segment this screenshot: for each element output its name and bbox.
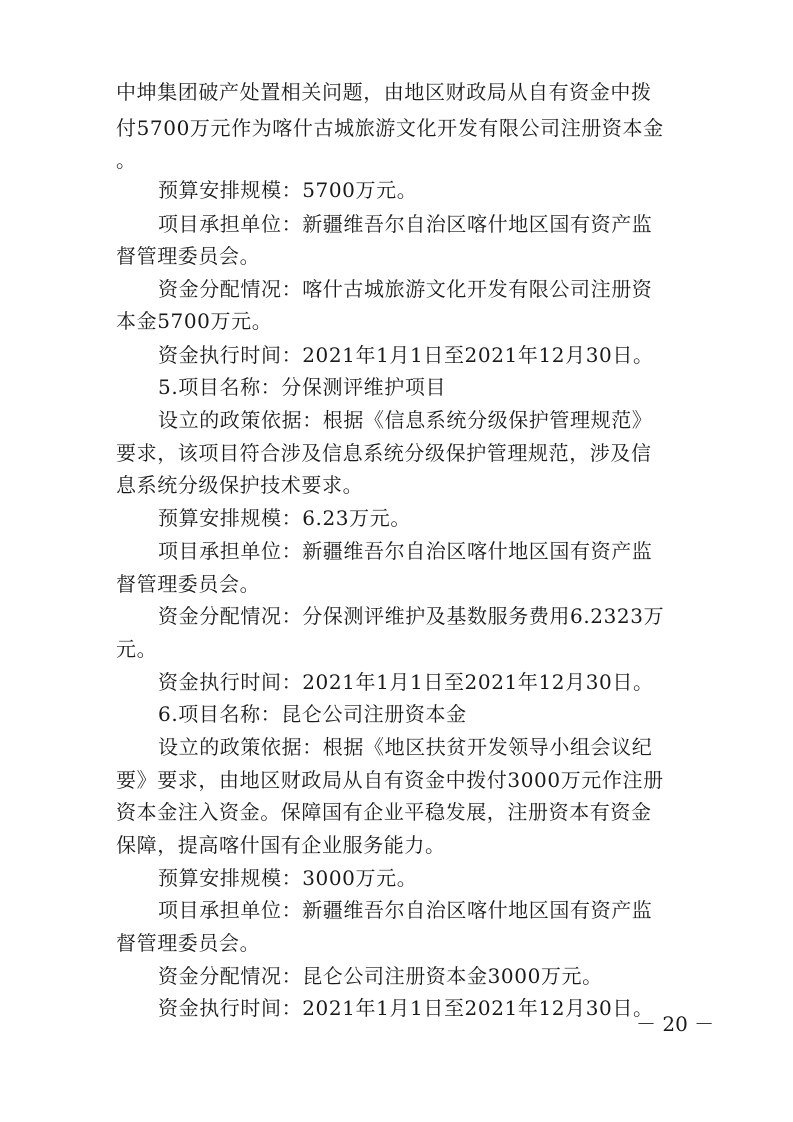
text-line-17: 资金分配情况：分保测评维护及基数服务费用6.2323万	[158, 604, 665, 628]
text-line-1: 中坤集团破产处置相关问题，由地区财政局从自有资金中拨	[116, 80, 652, 104]
text-line-25: 预算安排规模：3000万元。	[158, 866, 418, 890]
text-line-18: 元。	[116, 637, 158, 661]
page-number: － 20 －	[636, 1012, 715, 1036]
text-line-26: 项目承担单位：新疆维吾尔自治区喀什地区国有资产监	[158, 898, 653, 922]
text-line-15: 项目承担单位：新疆维吾尔自治区喀什地区国有资产监	[158, 539, 653, 563]
text-line-22: 要》要求，由地区财政局从自有资金中拨付3000万元作注册	[116, 768, 664, 792]
text-line-11: 设立的政策依据：根据《信息系统分级保护管理规范》	[158, 408, 653, 432]
text-line-6: 督管理委员会。	[116, 244, 261, 268]
text-line-16: 督管理委员会。	[116, 572, 261, 596]
text-line-21: 设立的政策依据：根据《地区扶贫开发领导小组会议纪	[158, 735, 653, 759]
text-line-29: 资金执行时间：2021年1月1日至2021年12月30日。	[158, 996, 654, 1020]
text-line-24: 保障，提高喀什国有企业服务能力。	[116, 833, 446, 857]
text-line-3: 。	[116, 148, 137, 172]
text-line-27: 督管理委员会。	[116, 931, 261, 955]
text-line-8: 本金5700万元。	[116, 309, 273, 333]
text-line-12: 要求，该项目符合涉及信息系统分级保护管理规范，涉及信	[116, 441, 652, 465]
text-line-4: 预算安排规模：5700万元。	[158, 178, 418, 202]
text-line-5: 项目承担单位：新疆维吾尔自治区喀什地区国有资产监	[158, 212, 653, 236]
text-line-28: 资金分配情况：昆仑公司注册资本金3000万元。	[158, 964, 603, 988]
text-line-20: 6.项目名称：昆仑公司注册资本金	[158, 702, 467, 726]
text-line-19: 资金执行时间：2021年1月1日至2021年12月30日。	[158, 670, 654, 694]
text-line-13: 息系统分级保护技术要求。	[116, 473, 364, 497]
text-line-14: 预算安排规模：6.23万元。	[158, 506, 411, 530]
text-line-23: 资本金注入资金。保障国有企业平稳发展，注册资本有资金	[116, 800, 652, 824]
text-line-10: 5.项目名称：分保测评维护项目	[158, 375, 447, 399]
text-line-7: 资金分配情况：喀什古城旅游文化开发有限公司注册资	[158, 277, 653, 301]
text-line-9: 资金执行时间：2021年1月1日至2021年12月30日。	[158, 343, 654, 367]
text-line-2: 付5700万元作为喀什古城旅游文化开发有限公司注册资本金	[116, 116, 664, 140]
